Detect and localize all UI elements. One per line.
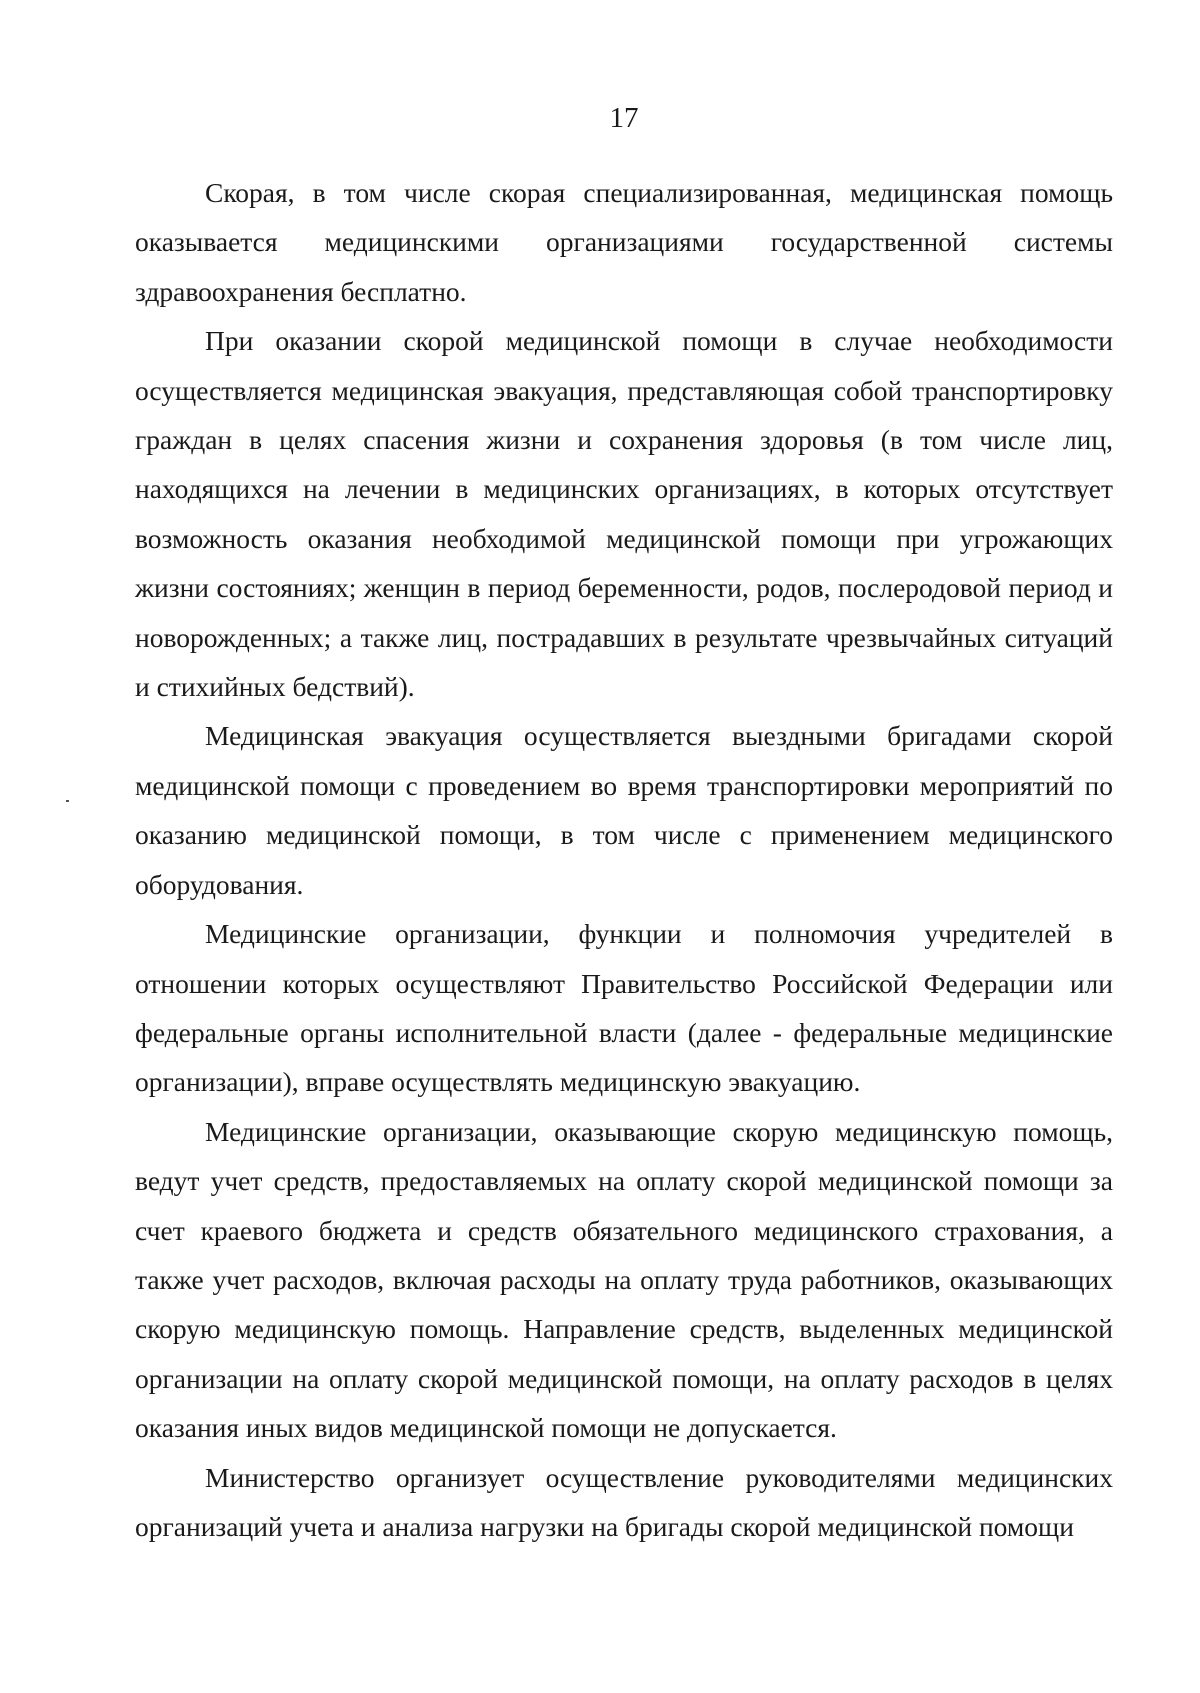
page-number: 17 <box>609 102 639 134</box>
paragraph-ambulance-free: Скорая, в том числе скорая специализированная, медицинская помощь оказывается медицинскими организациями государственной системы здравоохранения бесплатно. <box>135 177 1113 307</box>
paragraph-ministry-load-analysis: Министерство организует осуществление руководителями медицинских организаций учета и анализа нагрузки на бригады скорой медицинской помощи <box>135 1461 1113 1542</box>
paragraph-federal-organizations: Медицинские организации, функции и полномочия учредителей в отношении которых осуществляют Правительство Российской Федерации или федеральные органы исполнительной власти (далее - федеральные медицинские организации), вправе осуществлять медицинскую эвакуацию. <box>135 918 1113 1098</box>
document-body <box>135 168 1113 1551</box>
paragraph-funds-accounting: Медицинские организации, оказывающие скорую медицинскую помощь, ведут учет средств, предоставляемых на оплату скорой медицинской помощи за счет краевого бюджета и средств обязательного медицинского страхования, а также учет расходов, включая расходы на оплату труда работников, оказывающих скорую медицинскую помощь. Направление средств, выделенных медицинской организации на оплату скорой медицинской помощи, на оплату расходов в целях оказания иных видов медицинской помощи не допускается. <box>135 1115 1113 1444</box>
paragraph-medical-evacuation: При оказании скорой медицинской помощи в случае необходимости осуществляется медицинская эвакуация, представляющая собой транспортировку граждан в целях спасения жизни и сохранения здоровья (в том числе лиц, находящихся на лечении в медицинских организациях, в которых отсутствует возможность оказания необходимой медицинской помощи при угрожающих жизни состояниях; женщин в период беременности, родов, послеродовой период и новорожденных; а также лиц, пострадавших в результате чрезвычайных ситуаций и стихийных бедствий). <box>135 325 1113 703</box>
paragraph-evacuation-brigades: Медицинская эвакуация осуществляется выездными бригадами скорой медицинской помощи с проведением во время транспортировки мероприятий по оказанию медицинской помощи, в том числе с применением медицинского оборудования. <box>135 720 1113 900</box>
scan-margin-mark <box>66 800 69 802</box>
